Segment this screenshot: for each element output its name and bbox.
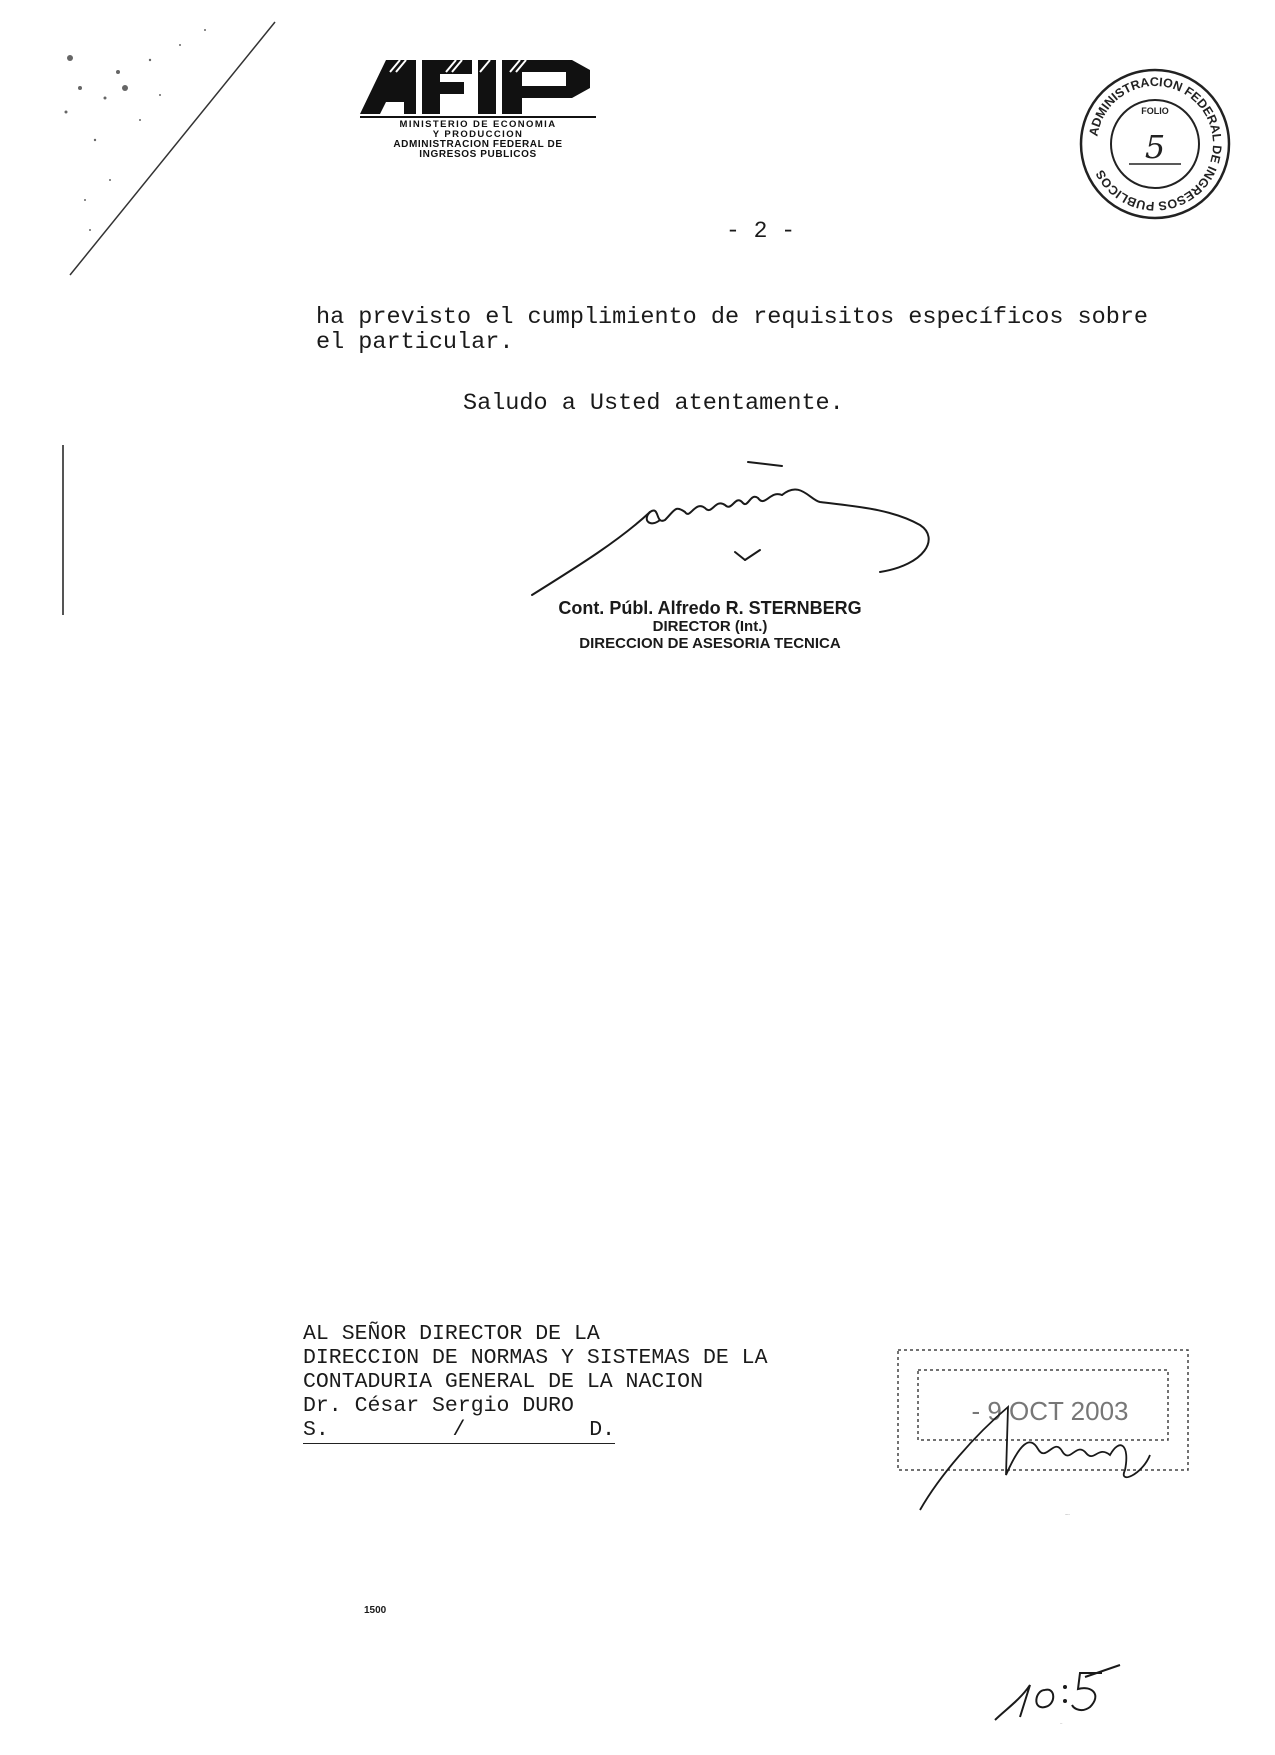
afip-logo: [360, 58, 600, 160]
signer-role: DIRECTOR (Int.): [652, 618, 768, 635]
stamp-ring-text: ADMINISTRACION FEDERAL DE INGRESOS PUBLICOS: [1086, 74, 1225, 214]
afip-logo-mark: [360, 58, 596, 114]
addressee-line-4: Dr. César Sergio DURO: [303, 1394, 574, 1418]
received-date: - 9 OCT 2003: [971, 1396, 1129, 1426]
addressee-d: D.: [589, 1418, 615, 1442]
handwritten-number-value: 10:05: [1060, 1724, 1063, 1725]
logo-rule: [360, 116, 596, 118]
logo-ministry-line-2: Y PRODUCCION: [432, 129, 524, 140]
addressee-sd-line: [303, 1418, 615, 1444]
handwritten-number: [990, 1655, 1140, 1725]
addressee-line-2: DIRECCION DE NORMAS Y SISTEMAS DE LA: [303, 1346, 768, 1370]
body-paragraph: [316, 305, 1216, 355]
folio-stamp: [1077, 66, 1233, 222]
logo-agency-line-2: INGRESOS PUBLICOS: [419, 149, 537, 160]
handwritten-signature: [520, 450, 950, 605]
logo-ministry-line: MINISTERIO DE ECONOMIA: [399, 119, 557, 130]
signer-name: Cont. Públ. Alfredo R. STERNBERG: [558, 598, 862, 618]
logo-agency-line: ADMINISTRACION FEDERAL DE: [393, 139, 563, 150]
signer-block: [530, 598, 890, 652]
logo-brand-text: AFIP: [478, 110, 481, 111]
footer-form-code: 1500: [364, 1605, 387, 1616]
signer-unit: DIRECCION DE ASESORIA TECNICA: [579, 635, 841, 652]
addressee-line-1: AL SEÑOR DIRECTOR DE LA: [303, 1322, 600, 1346]
addressee-slash: /: [452, 1418, 466, 1442]
folio-number: 5: [1144, 128, 1166, 166]
addressee-s: S.: [303, 1418, 329, 1442]
received-handwritten: Manuel 6: [1065, 1515, 1070, 1516]
received-date-stamp: [880, 1325, 1220, 1515]
body-line-2: el particular.: [316, 329, 514, 356]
addressee-block: [303, 1322, 767, 1444]
scan-margin-line: [62, 445, 64, 615]
page-number: - 2 -: [726, 218, 796, 244]
closing-salutation: Saludo a Usted atentamente.: [463, 390, 844, 417]
folio-label: FOLIO: [1141, 106, 1169, 116]
body-line-1: ha previsto el cumplimiento de requisitos específicos sobre: [316, 304, 1149, 331]
scan-corner-mark: [0, 0, 290, 290]
addressee-line-3: CONTADURIA GENERAL DE LA NACION: [303, 1370, 703, 1394]
